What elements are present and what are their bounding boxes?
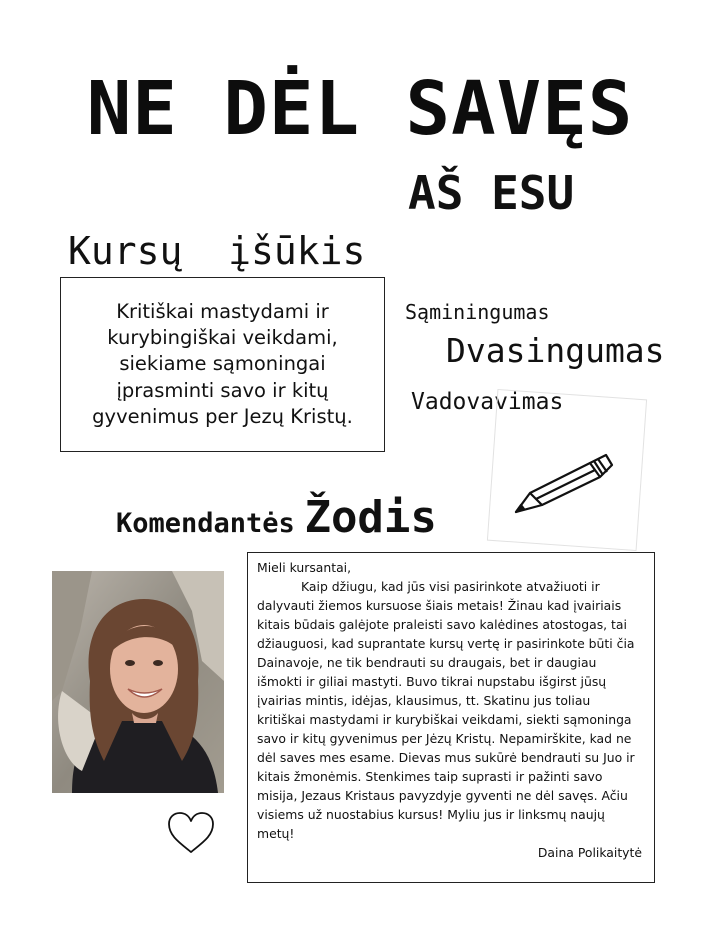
letter-body: Kaip džiugu, kad jūs visi pasirinkote atvažiuoti ir dalyvauti žiemos kursuose šiais metais! Žinau kad įvairiais kitais būdais galėjote praleisti savo kalėdines atostogas, tai džiauguosi, kad suprantate kursų vertę ir pasirinkote būti čia Dainavoje, ne tik bendrauti su draugais, bet ir daugiau išmokti ir giliai mastyti. Buvo tikrai nupstabu išgirst jūsų įvairias mintis, idėjas, klausimus, tt. Skatinu jus toliau kritiškai mastydami ir kurybiškai veikdami, siekti sąmoninga savo ir kitų gyvenimus per Jėzų Kristų. Nepamirškite, kad ne dėl saves mes esame. Dievas mus sukūrė bendrauti su Juo ir kitais žmonėmis. Stenkimes taip suprasti ir pažinti savo misija, Jezaus Kristaus pavyzdyje gyventi ne dėl savęs. Ačiu visiems už nuostabius kursus! Myliu jus ir linksmų naujų metų! <box>257 579 635 841</box>
letter-greeting: Mieli kursantai, <box>257 560 352 575</box>
pencil-icon <box>512 450 616 518</box>
course-motto-box <box>60 277 385 452</box>
commandant-letter <box>247 552 655 883</box>
course-motto-text: Kritiškai mastydami ir kurybingiškai veikdami, siekiame sąmoningai įprasminti savo ir kitų gyvenimus per Jezų Kristų. <box>92 300 353 428</box>
commandant-heading-small: Komendantės <box>116 508 295 539</box>
commandant-photo <box>52 571 224 793</box>
letter-signature: Daina Polikaitytė <box>537 845 642 860</box>
page-title: NE DĖL SAVĘS <box>86 66 634 152</box>
value-spirituality: Dvasingumas <box>446 331 665 370</box>
value-leadership: Vadovavimas <box>411 389 564 415</box>
course-motto-heading: Kursų įšūkis <box>68 229 366 273</box>
value-awareness: Sąminingumas <box>405 300 550 324</box>
heart-icon <box>166 810 216 856</box>
commandant-heading <box>116 492 437 543</box>
page-subtitle: AŠ ESU <box>408 166 575 220</box>
commandant-heading-large: Žodis <box>304 492 437 543</box>
